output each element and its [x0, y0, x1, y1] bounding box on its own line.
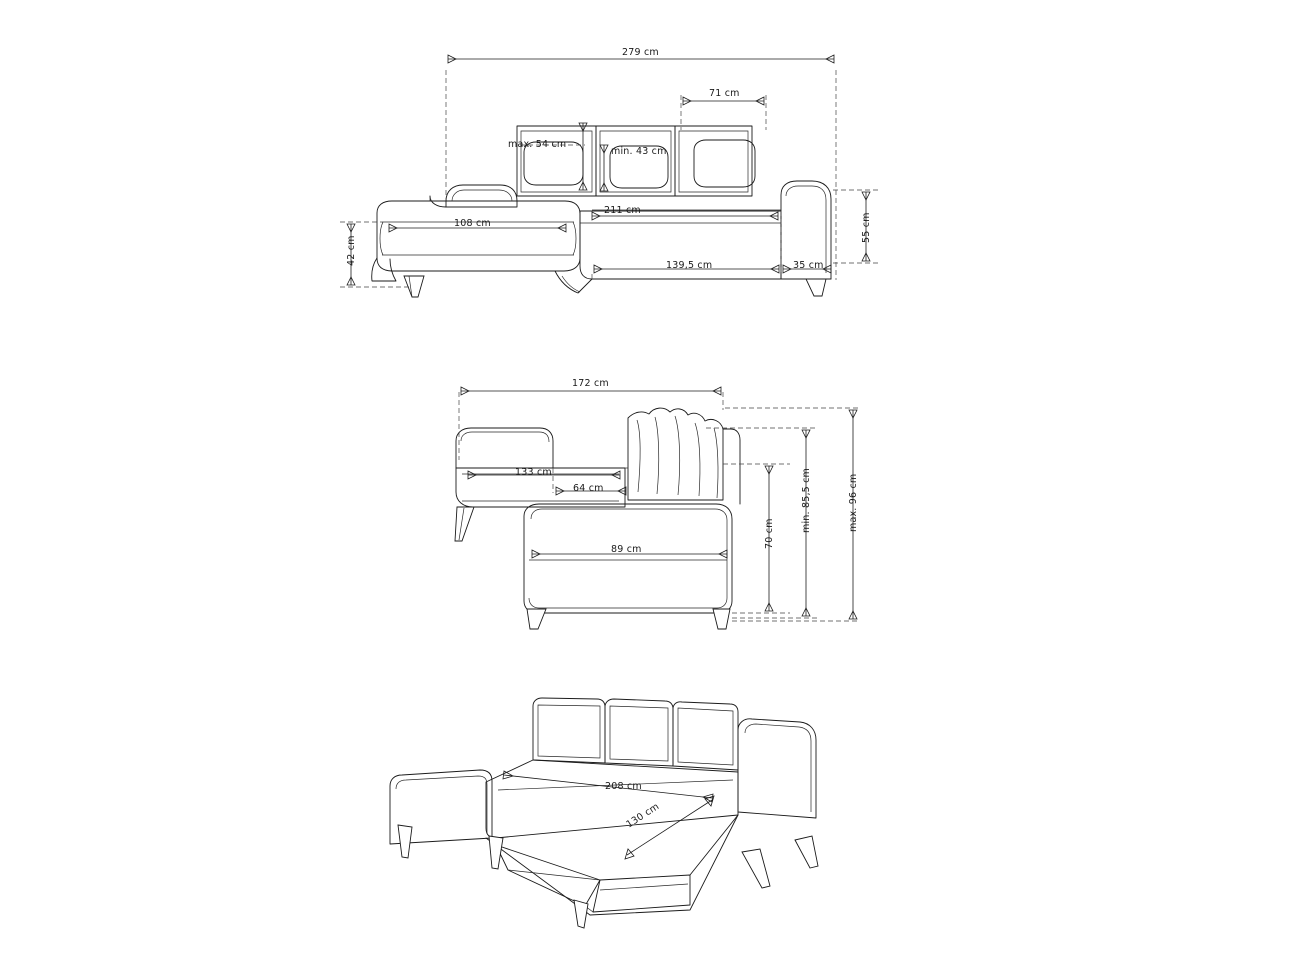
dim-label-bed-length: 208 cm: [605, 781, 642, 792]
dim-label-total-height-max: max. 96 cm: [848, 473, 859, 532]
dim-label-chaise-seat-width: 108 cm: [454, 218, 491, 229]
front-view-geometry: [372, 126, 831, 297]
dim-label-backrest-min-height: min. 43 cm: [611, 146, 667, 157]
dim-label-backrest-height-low: 70 cm: [764, 518, 775, 549]
dim-label-bed-width: 130 cm: [624, 801, 662, 831]
dim-label-seat-base-depth: 89 cm: [611, 544, 642, 555]
bed-view-geometry: [390, 698, 818, 928]
dim-label-total-height-min: min. 85,5 cm: [801, 467, 812, 533]
dim-label-chaise-depth: 133 cm: [515, 467, 552, 478]
dim-label-seat-module-width: 71 cm: [709, 88, 740, 99]
dim-label-armrest-width: 35 cm: [793, 260, 824, 271]
dim-label-total-width: 279 cm: [622, 47, 659, 58]
dim-label-total-depth: 172 cm: [572, 378, 609, 389]
front-view-dimensions: [340, 55, 878, 287]
dim-label-seat-height: 42 cm: [346, 235, 357, 266]
dim-label-base-width: 139,5 cm: [666, 260, 713, 271]
dim-label-seat-depth: 64 cm: [573, 483, 604, 494]
dim-label-main-seat-width: 211 cm: [604, 205, 641, 216]
dim-label-armrest-height: 55 cm: [861, 212, 872, 243]
dim-label-backrest-max-height: max. 54 cm: [508, 139, 567, 150]
side-view-geometry: [455, 408, 740, 629]
